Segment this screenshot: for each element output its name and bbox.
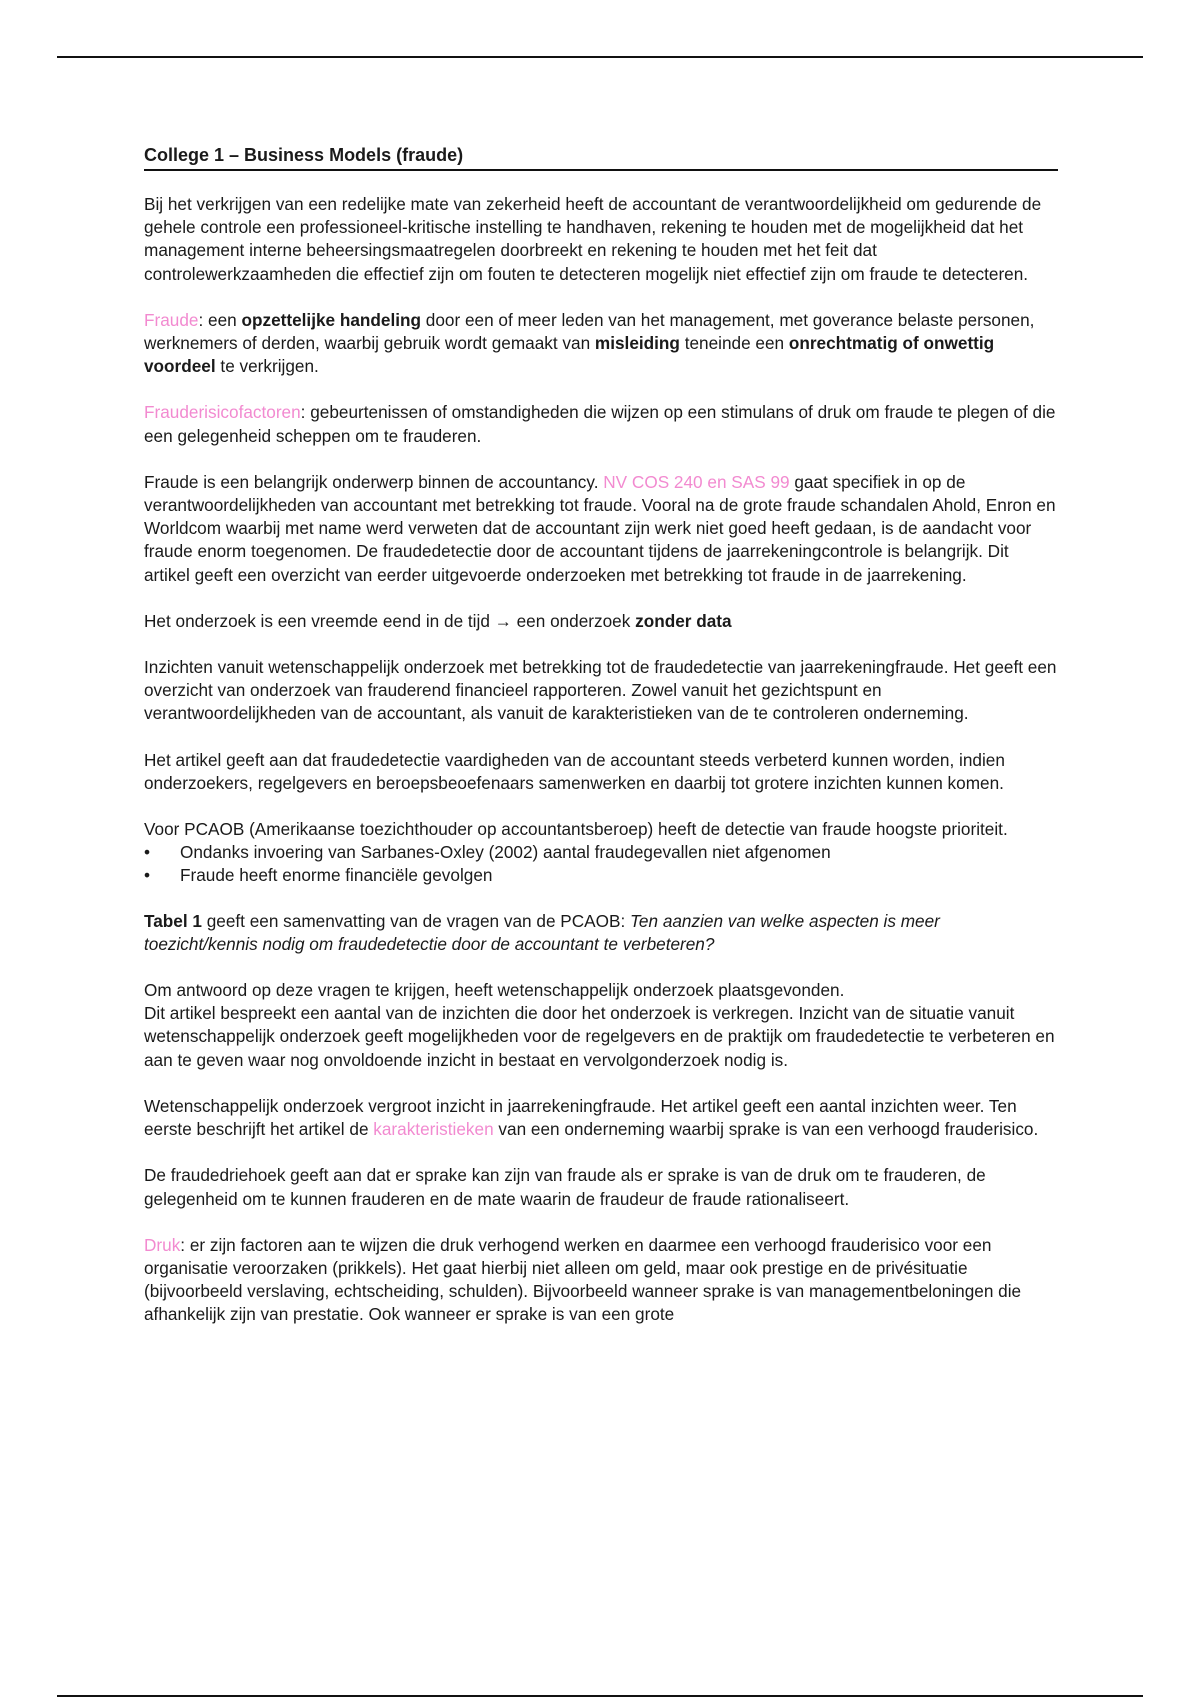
bottom-rule: [57, 1695, 1143, 1697]
accountancy-paragraph: Fraude is een belangrijk onderwerp binnen de accountancy. NV COS 240 en SAS 99 gaat specifiek in op de verantwoordelijkheden van accountant met betrekking tot fraude. Vooral na de grote fraude schandalen Ahold, Enron en Worldcom waarbij met name werd verweten dat de accountant zijn werk niet goed heeft gedaan, is de aandacht voor fraude enorm toegenomen. De fraudedetectie door de accountant tijdens de jaarrekeningcontrole is belangrijk. Dit artikel geeft een overzicht van eerder uitgevoerde onderzoeken met betrekking tot fraude in de jaarrekening.: [144, 471, 1056, 585]
intro-paragraph: Bij het verkrijgen van een redelijke mate van zekerheid heeft de accountant de verantwoordelijkheid om gedurende de gehele controle een professioneel-kritische instelling te handhaven, rekening te houden met de mogelijkheid dat het management interne beheersingsmaatregelen doorbreekt en rekening te houden met het feit dat controlewerkzaamheden die effectief zijn om fouten te detecteren mogelijk niet effectief zijn om fraude te detecteren.: [144, 194, 1042, 284]
answer-paragraph: Om antwoord op deze vragen te krijgen, heeft wetenschappelijk onderzoek plaatsgevonden. Dit artikel bespreekt een aantal van de inzichten die door het onderzoek is verkregen. Inzicht van de situatie vanuit wetenschappelijk onderzoek geeft mogelijkheden voor de regelgevers en de praktijk om fraudedetectie te verbeteren en aan te geven waar nog onvoldoende inzicht in bestaat en vervolgonderzoek nodig is.: [144, 980, 1055, 1070]
article-paragraph: Het artikel geeft aan dat fraudedetectie vaardigheden van de accountant steeds verbeterd kunnen worden, indien onderzoekers, regelgevers en beroepsbeoefenaars samenwerken en daarbij tot grotere inzichten kunnen komen.: [144, 749, 1005, 793]
druk-term: Druk: [144, 1234, 181, 1255]
table-note: Tabel 1 geeft een samenvatting van de vragen van de PCAOB: Ten aanzien van welke aspecten is meer toezicht/kennis nodig om fraudedetectie door de accountant te verbeteren?: [144, 910, 940, 954]
list-item: • Ondanks invoering van Sarbanes-Oxley (2002) aantal fraudegevallen niet afgenomen: [144, 841, 1058, 864]
pcaob-intro: Voor PCAOB (Amerikaanse toezichthouder op accountantsberoep) heeft de detectie van fraude hoogste prioriteit.: [144, 819, 1008, 840]
druk-paragraph: Druk: er zijn factoren aan te wijzen die druk verhogend werken en daarmee een verhoogd frauderisico voor een organisatie veroorzaken (prikkels). Het gaat hierbij niet alleen om geld, maar ook prestige en de privésituatie (bijvoorbeeld verslaving, echtscheiding, schulden). Bijvoorbeeld wanneer sprake is van managementbeloningen die afhankelijk zijn van prestatie. Ook wanneer er sprake is van een grote: [144, 1234, 1022, 1325]
fraude-definition: Fraude: een opzettelijke handeling door een of meer leden van het management, met goverance belaste personen, werknemers of derden, waarbij gebruik wordt gemaakt van misleiding teneinde een onrechtmatig of onwettig voordeel te verkrijgen.: [144, 309, 1035, 377]
list-item: • Fraude heeft enorme financiële gevolgen: [144, 864, 1058, 887]
page-title: College 1 – Business Models (fraude): [144, 143, 1058, 171]
document-body: [144, 143, 1058, 1350]
fraude-term: Fraude: [144, 309, 199, 330]
top-rule: [57, 56, 1143, 58]
triangle-paragraph: De fraudedriehoek geeft aan dat er sprake kan zijn van fraude als er sprake is van de druk om te frauderen, de gelegenheid om te kunnen frauderen en de mate waarin de fraudeur de fraude rationaliseert.: [144, 1165, 986, 1209]
research-line: Het onderzoek is een vreemde eend in de tijd → een onderzoek zonder data: [144, 610, 732, 631]
characteristics-term: karakteristieken: [373, 1119, 494, 1140]
pcaob-bullets: [144, 841, 1058, 887]
risk-definition: Frauderisicofactoren: gebeurtenissen of omstandigheden die wijzen op een stimulans of druk om fraude te plegen of die een gelegenheid scheppen om te frauderen.: [144, 402, 1056, 446]
risk-term: Frauderisicofactoren: [144, 402, 301, 423]
wetenschap-paragraph: Wetenschappelijk onderzoek vergroot inzicht in jaarrekeningfraude. Het artikel geeft een aantal inzichten weer. Ten eerste beschrijft het artikel de karakteristieken van een onderneming waarbij sprake is van een verhoogd frauderisico.: [144, 1095, 1039, 1140]
standard-reference: NV COS 240 en SAS 99: [603, 471, 790, 492]
insights-paragraph: Inzichten vanuit wetenschappelijk onderzoek met betrekking tot de fraudedetectie van jaarrekeningfraude. Het geeft een overzicht van onderzoek van frauderend financieel rapporteren. Zowel vanuit het gezichtspunt en verantwoordelijkheden van de accountant, als vanuit de karakteristieken van de te controleren onderneming.: [144, 657, 1057, 724]
